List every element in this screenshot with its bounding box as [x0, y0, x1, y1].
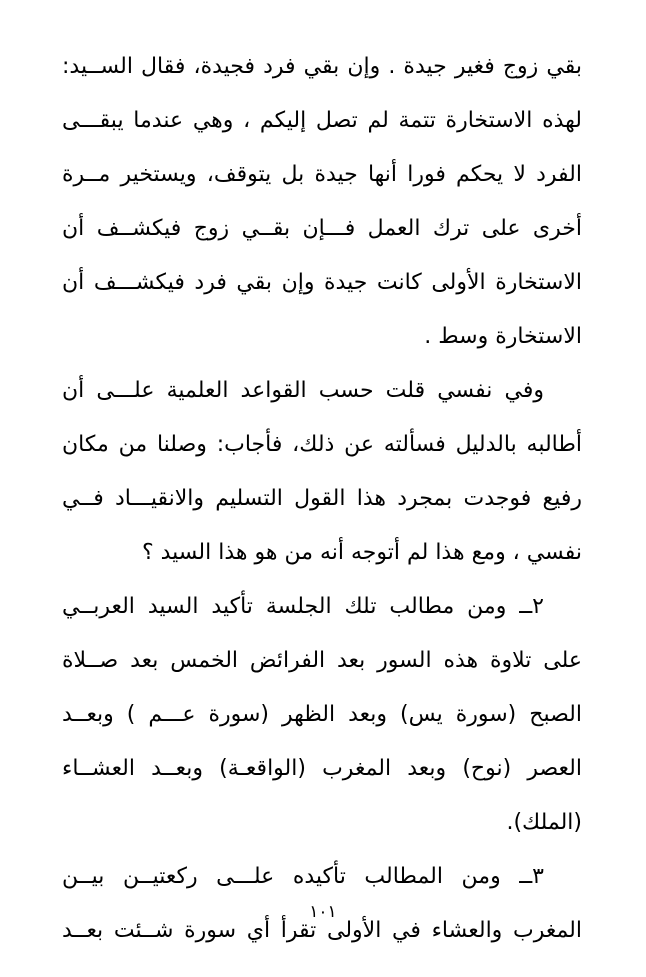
- text-line: المغرب والعشاء في الأولى تقرأ أي سورة شــئت بعــد: [62, 918, 582, 943]
- text-line: رفيع فوجدت بمجرد هذا القول التسليم والانقيـــاد فــي: [62, 486, 582, 511]
- text-line: لهذه الاستخارة تتمة لم تصل إليكم ، وهي عندما يبقـــى: [62, 108, 582, 133]
- text-line-paragraph-start: ٢ــ ومن مطالب تلك الجلسة تأكيد السيد العربــي: [62, 594, 544, 619]
- text-line-paragraph-end: الاستخارة وسط .: [424, 324, 582, 349]
- text-line: العصر (نوح) وبعد المغرب (الواقعـة) وبعــد العشــاء: [62, 756, 582, 781]
- text-line-paragraph-end: نفسي ، ومع هذا لم أتوجه أنه من هو هذا السيد ؟: [141, 540, 582, 565]
- text-line: الفرد لا يحكم فورا أنها جيدة بل يتوقف، ويستخير مــرة: [62, 162, 582, 187]
- document-body: [62, 40, 582, 958]
- page-number: ١٠١: [309, 902, 337, 922]
- text-line: الاستخارة الأولى كانت جيدة وإن بقي فرد فيكشـــف أن: [62, 270, 582, 295]
- text-line: على تلاوة هذه السور بعد الفرائض الخمس بعد صــلاة: [62, 648, 582, 673]
- text-line: أخرى على ترك العمل فـــإن بقــي زوج فيكشــف أن: [62, 216, 582, 241]
- text-line-paragraph-start: وفي نفسي قلت حسب القواعد العلمية علـــى أن: [62, 378, 544, 403]
- text-line-paragraph-start: ٣ــ ومن المطالب تأكيده علـــى ركعتيــن بيــن: [62, 864, 544, 889]
- text-line: بقي زوج فغير جيدة . وإن بقي فرد فجيدة، فقال الســيد:: [62, 54, 582, 79]
- text-line: أطالبه بالدليل فسألته عن ذلك، فأجاب: وصلنا من مكان: [62, 432, 582, 457]
- text-line: الصبح (سورة يس) وبعد الظهر (سورة عـــم ) وبعــد: [62, 702, 582, 727]
- text-line-paragraph-end: (الملك).: [506, 810, 582, 835]
